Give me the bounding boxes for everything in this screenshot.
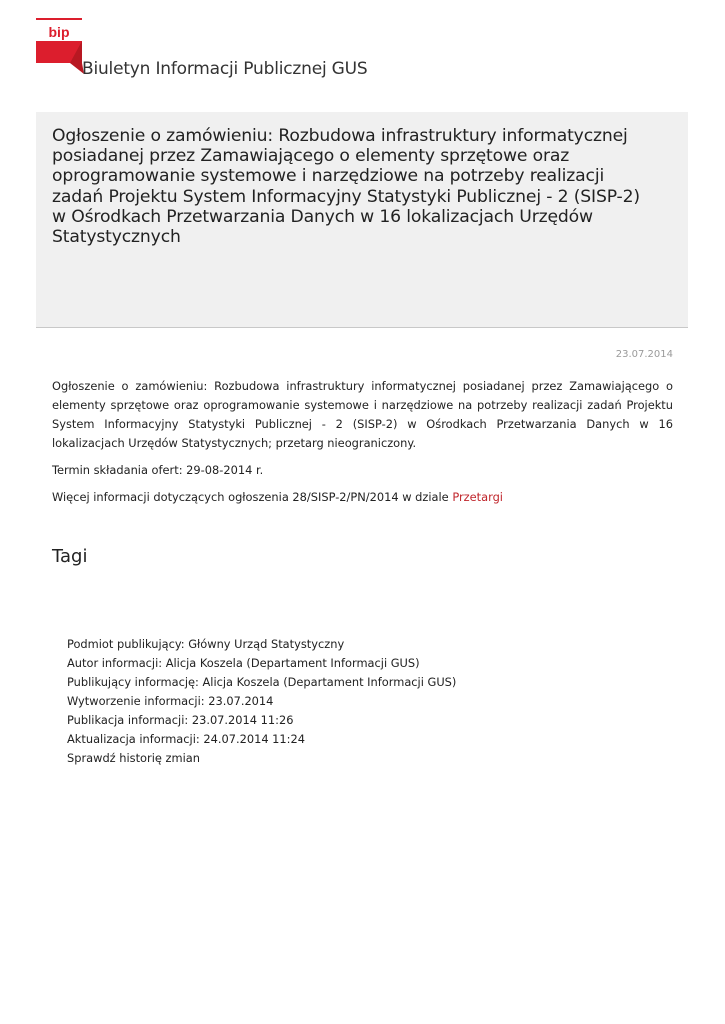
meta-publishing: Publikujący informację: Alicja Koszela (Departament Informacji GUS)	[67, 675, 457, 689]
more-info	[52, 488, 673, 507]
article-title-box	[36, 112, 688, 328]
przetargi-link[interactable]: Przetargi	[452, 490, 503, 504]
meta-published: Publikacja informacji: 23.07.2014 11:26	[67, 713, 294, 727]
article-body: Ogłoszenie o zamówieniu: Rozbudowa infrastruktury informatycznej posiadanej przez Zamawiającego o elementy sprzętowe oraz oprogramowanie systemowe i narzędziowe na potrzeby realizacji zadań Projektu System Informacyjny Statystyki Publicznej - 2 (SISP-2) w Ośrodkach Przetwarzania Danych w 16 lokalizacjach Urzędów Statystycznych; przetarg nieograniczony.	[52, 379, 673, 450]
meta-created: Wytworzenie informacji: 23.07.2014	[67, 694, 274, 708]
site-title[interactable]: Biuletyn Informacji Publicznej GUS	[82, 59, 368, 79]
metadata-list	[67, 635, 456, 768]
bip-logo-icon	[36, 18, 84, 76]
offer-deadline: Termin składania ofert: 29-08-2014 r.	[52, 463, 264, 477]
publication-date: 23.07.2014	[615, 349, 673, 360]
meta-author: Autor informacji: Alicja Koszela (Departament Informacji GUS)	[67, 656, 420, 670]
meta-publisher: Podmiot publikujący: Główny Urząd Statystyczny	[67, 637, 345, 651]
svg-text:bip: bip	[48, 24, 70, 40]
tags-heading: Tagi	[52, 546, 88, 567]
article-content	[52, 377, 673, 515]
meta-updated: Aktualizacja informacji: 24.07.2014 11:24	[67, 732, 306, 746]
page-title: Ogłoszenie o zamówieniu: Rozbudowa infrastruktury informatycznej posiadanej przez Zamawiającego o elementy sprzętowe oraz oprogramowanie systemowe i narzędziowe na potrzeby realizacji zadań Projektu System Informacyjny Statystyki Publicznej - 2 (SISP-2) w Ośrodkach Przetwarzania Danych w 16 lokalizacjach Urzędów Statystycznych	[52, 126, 640, 248]
more-info-text: Więcej informacji dotyczących ogłoszenia 28/SISP-2/PN/2014 w dziale	[52, 490, 453, 504]
history-link[interactable]: Sprawdź historię zmian	[67, 751, 200, 765]
